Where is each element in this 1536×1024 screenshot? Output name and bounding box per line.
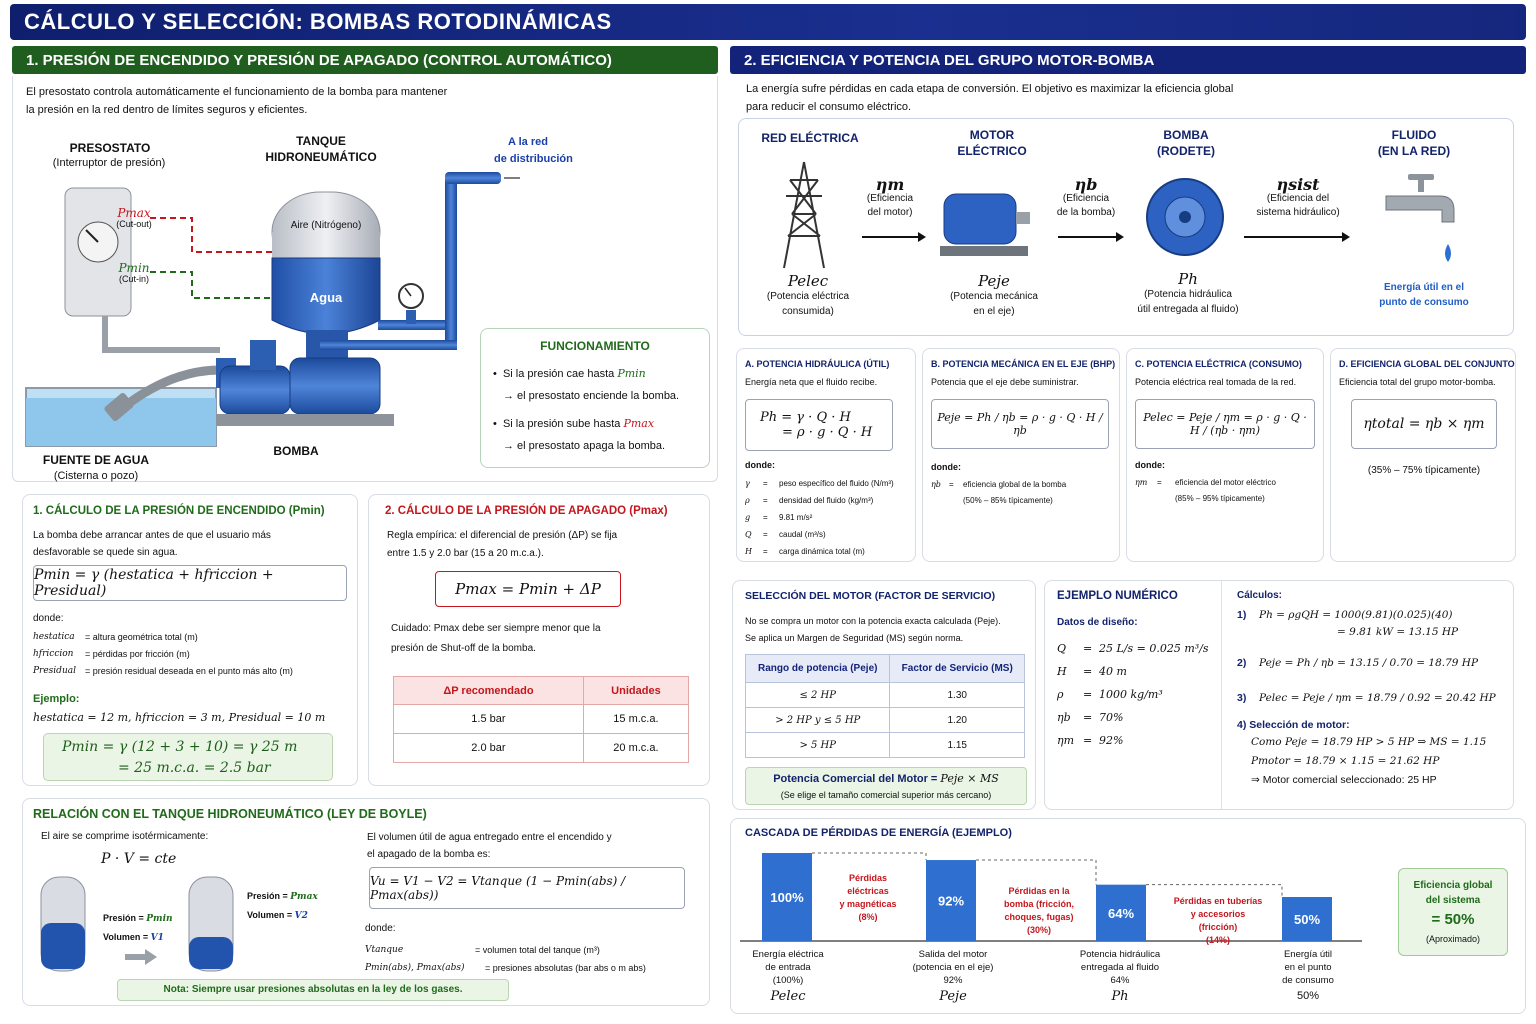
eta-total-formula: ηtotal = ηb × ηm — [1351, 399, 1497, 449]
design-data: Q = 25 L/s = 0.025 m³/s H = 40 m ρ = 1000 kg/m³ ηb = 70% ηm = 92% — [1057, 642, 1209, 747]
tank-water-label: Agua — [309, 290, 343, 305]
tanque-label: TANQUE HIDRONEUMÁTICO — [265, 134, 377, 164]
section2-intro: La energía sufre pérdidas en cada etapa de conversión. El objetivo es maximizar la eficiencia global para reducir el consumo eléctrico. — [746, 83, 1234, 113]
pmin-definitions: hestatica = altura geométrica total (m) hfriccion = pérdidas por fricción (m) Presidual = presión residual deseada en el punto más alto (m) — [33, 632, 293, 676]
boyle-formula: Vu = V1 − V2 = Vtanque (1 − Pmin(abs) / Pmax(abs)) — [369, 867, 685, 909]
pmax-formula: Pmax = Pmin + ΔP — [435, 571, 621, 607]
calc-encendido-panel: 1. CÁLCULO DE LA PRESIÓN DE ENCENDIDO (Pmin) La bomba debe arrancar antes de que el usuario más desfavorable se quede sin agua. Pmin = γ (hestatica + hfriccion + Presidual) donde: hestatica = altura geométrica total (m) hfriccion = pérdidas por fricción (m) Presidual = presión residual deseada en el punto más alto (m) Ejemplo: hestatica = 12 m, hfriccion = 3 m, Presidual = 10 m Pmin = γ (12 + 3 + 10) = γ 25 m = 25 m.c.a. = 2.5 bar — [22, 494, 358, 786]
section1-header — [12, 46, 718, 74]
cascada-label-4: Energía útil en el punto de consumo 50% — [1282, 949, 1334, 1002]
eta-motor: ηm (Eficiencia del motor) — [866, 175, 914, 218]
cascada-label-1: Energía eléctrica de entrada (100%) Pelec — [752, 949, 824, 1004]
section2-header — [730, 46, 1526, 74]
potencia-comercial-box: Potencia Comercial del Motor = Peje × MS (Se elige el tamaño comercial superior más cercano) — [745, 767, 1027, 805]
cascada-bar-value: 64% — [1107, 905, 1135, 921]
section1-intro: El presostato controla automáticamente el funcionamiento de la bomba para mantener la presión en la red dentro de límites seguros y eficientes. — [26, 86, 448, 116]
cascada-bar-value: 50% — [1293, 912, 1321, 927]
eficiencia-global-box: Eficiencia global del sistema = 50% (Aproximado) — [1398, 868, 1508, 956]
func-item-2: • Si la presión sube hasta Pmax — [493, 417, 655, 430]
stage-red-title: RED ELÉCTRICA — [761, 131, 859, 145]
cascada-connector — [976, 860, 1096, 885]
ejemplo-numerico-panel: EJEMPLO NUMÉRICO Datos de diseño: Q = 25 L/s = 0.025 m³/s H = 40 m ρ = 1000 kg/m³ ηb = 70% ηm = 92% Cálculos: 1) Ph = ρgQH = 1000(9.81)(0.025)(40) = 9.81 kW = 13.15 HP 2) Peje = Ph / ηb = 13.15 / 0.70 = 18.79 HP 3) Pelec = Peje / ηm = 18.79 / 0.92 = 20.42 HP 4) Selección de motor: Como Peje = 18.79 HP > 5 HP ⇒ MS = 1.15 Pmotor = 18.79 × 1.15 = 21.62 HP ⇒ Motor comercial seleccionado: 25 HP — [1044, 580, 1514, 810]
pmin-switch-label: Pmin (Cut-in) — [118, 261, 150, 284]
factor-servicio-table: Rango de potencia (Peje) Factor de Servicio (MS) ≤ 2 HP 1.30 > 2 HP y ≤ 5 HP 1.20 > 5 HP 1.15 — [745, 654, 1025, 758]
boyle-panel: RELACIÓN CON EL TANQUE HIDRONEUMÁTICO (LEY DE BOYLE) El aire se comprime isotérmicamente: P · V = cte Presión = Pmin Volumen = V1 Presión = Pmax Volumen = V2 El volumen útil de agua entregado entre el encendido y el apagado de la bomba es: Vu = V1 − V2 = Vtanque (1 − Pmin(abs) / Pmax(abs)) donde: Vtanque = volumen total del tanque (m³) Pmin(abs), Pmax(abs) = presiones absolutas (bar abs o m abs) Nota: Siempre usar presiones absolutas en la ley de los gases. — [22, 798, 710, 1006]
tank-air-label: Aire (Nitrógeno) — [290, 220, 362, 231]
stage-fluido-note: Energía útil en el punto de consumo — [1379, 282, 1469, 308]
eta-sistema: ηsist (Eficiencia del sistema hidráulico) — [1256, 175, 1340, 218]
func-item-1: • Si la presión cae hasta Pmin — [493, 367, 646, 380]
pmin-result-box: Pmin = γ (12 + 3 + 10) = γ 25 m = 25 m.c.a. = 2.5 bar — [43, 733, 333, 781]
potencia-eje-card: B. POTENCIA MECÁNICA EN EL EJE (BHP) Potencia que el eje debe suministrar. Peje = Ph / ηb = ρ · g · Q · H / ηb donde: ηb = eficiencia global de la bomba (50% – 85% típicamente) — [922, 348, 1120, 562]
stage-motor-title: MOTOR ELÉCTRICO — [957, 128, 1027, 158]
cascada-loss-3: Pérdidas en tuberías y accesorios (fricción) (14%) — [1173, 896, 1263, 945]
eta-bomba: ηb (Eficiencia de la bomba) — [1056, 175, 1116, 218]
cascada-loss-1: Pérdidas eléctricas y magnéticas (8%) — [839, 873, 897, 922]
fuente-label: FUENTE DE AGUA (Cisterna o pozo) — [42, 453, 150, 482]
deltap-table: ΔP recomendado Unidades 1.5 bar 15 m.c.a. 2.0 bar 20 m.c.a. — [393, 676, 689, 763]
pump-icon — [1140, 172, 1230, 262]
stage-bomba-power: Ph (Potencia hidráulica útil entregada al fluido) — [1137, 270, 1239, 315]
stage-red-power: Pelec (Potencia eléctrica consumida) — [766, 272, 850, 317]
seleccion-motor-panel: SELECCIÓN DEL MOTOR (FACTOR DE SERVICIO) No se compra un motor con la potencia exacta calculada (Peje). Se aplica un Margen de Seguridad (MS) según norma. Rango de potencia (Peje) Factor de Servicio (MS) ≤ 2 HP 1.30 > 2 HP y ≤ 5 HP 1.20 > 5 HP 1.15 Potencia Comercial del Motor = Peje × MS (Se elige el tamaño comercial superior más cercano) — [732, 580, 1036, 810]
chain-arrows — [860, 230, 1360, 244]
faucet-icon — [1384, 172, 1460, 272]
red-distribucion-label: A la red de distribución — [494, 136, 573, 165]
cascada-bar-value: 92% — [937, 893, 965, 909]
section1-title: 1. PRESIÓN DE ENCENDIDO Y PRESIÓN DE APAGADO (CONTROL AUTOMÁTICO) — [26, 51, 612, 69]
stage-bomba-title: BOMBA (RODETE) — [1157, 128, 1215, 158]
cascada-loss-2: Pérdidas en la bomba (fricción, choques, fugas) (30%) — [1003, 886, 1074, 935]
motor-icon — [938, 188, 1034, 260]
calc-apagado-panel: 2. CÁLCULO DE LA PRESIÓN DE APAGADO (Pmax) Regla empírica: el diferencial de presión (ΔP) se fija entre 1.5 y 2.0 bar (15 a 20 m.c.a.). Pmax = Pmin + ΔP Cuidado: Pmax debe ser siempre menor que la presión de Shut-off de la bomba. ΔP recomendado Unidades 1.5 bar 15 m.c.a. 2.0 bar 20 m.c.a. — [368, 494, 710, 786]
section2-title: 2. EFICIENCIA Y POTENCIA DEL GRUPO MOTOR-BOMBA — [744, 51, 1155, 69]
boyle-state1: Presión = Pmin Volumen = V1 — [103, 913, 173, 943]
stage-fluido-title: FLUIDO (EN LA RED) — [1377, 128, 1451, 158]
calc-steps: 1) Ph = ρgQH = 1000(9.81)(0.025)(40) = 9.81 kW = 13.15 HP 2) Peje = Ph / ηb = 13.15 / 0.70 = 18.79 HP 3) Pelec = Peje / ηm = 18.79 / 0.92 = 20.42 HP 4) Selección de motor: Como Peje = 18.79 HP > 5 HP ⇒ MS = 1.15 Pmotor = 18.79 × 1.15 = 21.62 HP ⇒ Motor comercial seleccionado: 25 HP — [1237, 609, 1496, 786]
eficiencia-global-card: D. EFICIENCIA GLOBAL DEL CONJUNTO Eficiencia total del grupo motor-bomba. ηtotal = ηb × ηm (35% – 75% típicamente) — [1330, 348, 1516, 562]
cascada-panel: CASCADA DE PÉRDIDAS DE ENERGÍA (EJEMPLO) — [730, 818, 1526, 1014]
potencia-hidraulica-card: A. POTENCIA HIDRÁULICA (ÚTIL) Energía neta que el fluido recibe. Ph = γ · Q · H = ρ · g · Q · H donde: γ = peso específico del fluido (N/m³) ρ = densidad del fluido (kg/m³) g = 9.81 m/s² Q = caudal (m³/s) H = carga dinámica total (m) — [736, 348, 916, 562]
potencia-electrica-card: C. POTENCIA ELÉCTRICA (CONSUMO) Potencia eléctrica real tomada de la red. Pelec = Peje / ηm = ρ · g · Q · H / (ηb · ηm) donde: ηm = eficiencia del motor eléctrico (85% – 95% típicamente) — [1126, 348, 1324, 562]
page-title: CÁLCULO Y SELECCIÓN: BOMBAS ROTODINÁMICAS — [24, 9, 612, 34]
funcionamiento-box: FUNCIONAMIENTO • Si la presión cae hasta Pmin → el presostato enciende la bomba. • Si la presión sube hasta Pmax → el presostato apaga la bomba. — [480, 328, 710, 468]
ph-formula: Ph = γ · Q · H = ρ · g · Q · H — [745, 399, 893, 451]
cascada-bar-value: 100% — [770, 890, 804, 905]
cascada-label-3: Potencia hidráulica entregada al fluido 64% Ph — [1079, 949, 1161, 1004]
stage-motor-power: Peje (Potencia mecánica en el eje) — [950, 272, 1038, 317]
page-title-bar — [10, 4, 1526, 40]
pelec-formula: Pelec = Peje / ηm = ρ · g · Q · H / (ηb · ηm) — [1135, 399, 1315, 449]
cascada-connector — [812, 853, 926, 860]
pump-system-diagram — [20, 170, 520, 450]
cascada-label-2: Salida del motor (potencia en el eje) 92% Peje — [912, 949, 994, 1004]
boyle-state2: Presión = Pmax Volumen = V2 — [247, 891, 318, 921]
boyle-note: Nota: Siempre usar presiones absolutas en la ley de los gases. — [117, 979, 509, 1001]
ph-definitions: γ = peso específico del fluido (N/m³) ρ = densidad del fluido (kg/m³) g = 9.81 m/s² Q = caudal (m³/s) H = carga dinámica total (m) — [745, 479, 894, 556]
peje-formula: Peje = Ph / ηb = ρ · g · Q · H / ηb — [931, 399, 1109, 449]
pmin-formula: Pmin = γ (hestatica + hfriccion + Presidual) — [33, 565, 347, 601]
presostato-label: PRESOSTATO (Interruptor de presión) — [52, 141, 166, 169]
tower-icon — [776, 160, 832, 270]
pmax-switch-label: Pmax (Cut-out) — [116, 206, 152, 229]
bomba-label: BOMBA — [273, 444, 319, 458]
